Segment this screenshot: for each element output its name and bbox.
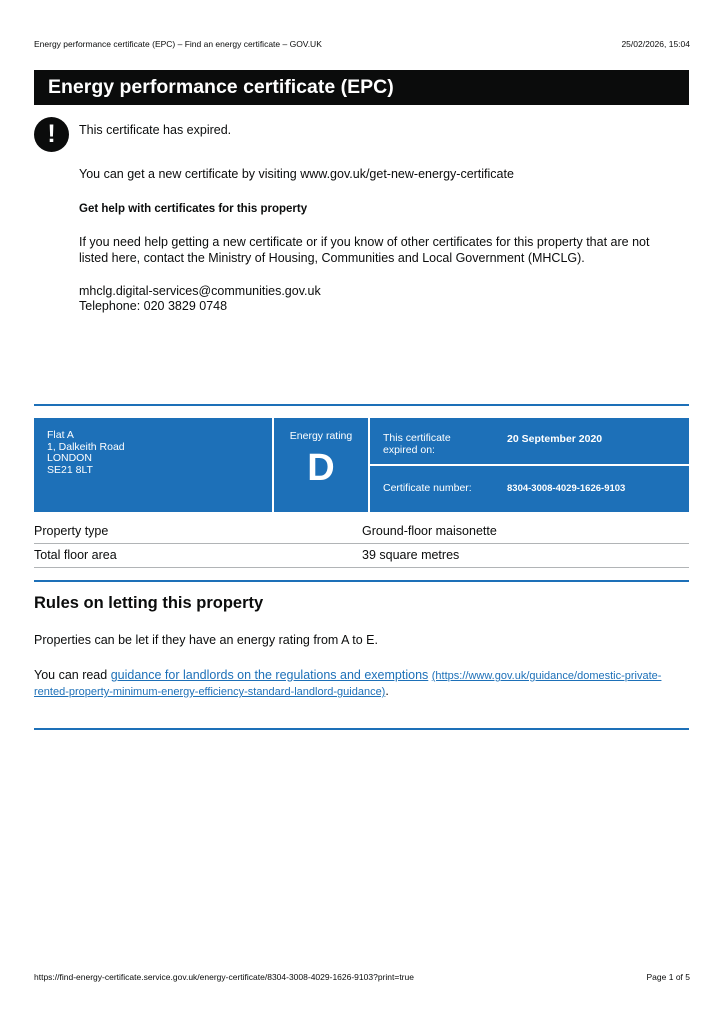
energy-rating-label: Energy rating — [289, 430, 353, 442]
divider — [34, 404, 689, 406]
new-certificate-text: You can get a new certificate by visiting www.gov.uk/get-new-energy-certificate — [79, 167, 514, 181]
expired-text: This certificate has expired. — [79, 123, 232, 137]
property-address — [34, 418, 272, 512]
print-url: https://find-energy-certificate.service.gov.uk/energy-certificate/8304-3008-4029-1626-9103?print=true — [34, 972, 414, 982]
print-datetime: 25/02/2026, 15:04 — [621, 39, 690, 49]
contact-email[interactable]: mhclg.digital-services@communities.gov.uk — [79, 284, 321, 298]
certificate-number-label: Certificate number: — [383, 482, 472, 494]
address-line-1: Flat A — [47, 429, 74, 441]
address-postcode: SE21 8LT — [47, 463, 93, 476]
expired-date: 20 September 2020 — [507, 433, 603, 445]
guidance-suffix: . — [385, 684, 389, 698]
certificate-number-box — [370, 466, 689, 512]
guidance-prefix: You can read — [34, 668, 108, 682]
detail-row — [34, 519, 689, 544]
guidance-url[interactable]: (https://www.gov.uk/guidance/domestic-private-rented-property-minimum-energy-efficiency-standard-landlord-guidance) — [34, 670, 662, 698]
expired-label: This certificate expired on: — [383, 432, 451, 456]
detail-value: 39 square metres — [362, 548, 460, 562]
divider — [34, 580, 689, 582]
letting-guidance — [34, 668, 689, 700]
letting-text: Properties can be let if they have an energy rating from A to E. — [34, 633, 378, 647]
print-page-title: Energy performance certificate (EPC) – Find an energy certificate – GOV.UK — [34, 39, 322, 49]
page-title: Energy performance certificate (EPC) — [34, 70, 689, 105]
guidance-link[interactable]: guidance for landlords on the regulations and exemptions — [110, 668, 429, 682]
detail-label: Total floor area — [34, 548, 117, 562]
warning-icon: ! — [34, 117, 69, 152]
help-text: If you need help getting a new certificate or if you know of other certificates for this property that are not listed here, contact the Ministry of Housing, Communities and Local Government (MHCLG). — [79, 235, 650, 265]
divider — [34, 728, 689, 730]
detail-row — [34, 543, 689, 568]
energy-rating-box — [274, 418, 368, 512]
detail-value: Ground-floor maisonette — [362, 524, 497, 538]
address-line-2: 1, Dalkeith Road — [47, 440, 125, 453]
energy-rating-value: D — [307, 447, 335, 489]
expiry-box — [370, 418, 689, 464]
help-heading: Get help with certificates for this property — [79, 203, 308, 215]
detail-label: Property type — [34, 524, 109, 538]
letting-heading: Rules on letting this property — [34, 594, 264, 612]
certificate-number: 8304-3008-4029-1626-9103 — [507, 483, 626, 494]
address-line-3: LONDON — [47, 452, 92, 464]
page-number: Page 1 of 5 — [646, 972, 690, 982]
contact-telephone: Telephone: 020 3829 0748 — [79, 299, 228, 313]
